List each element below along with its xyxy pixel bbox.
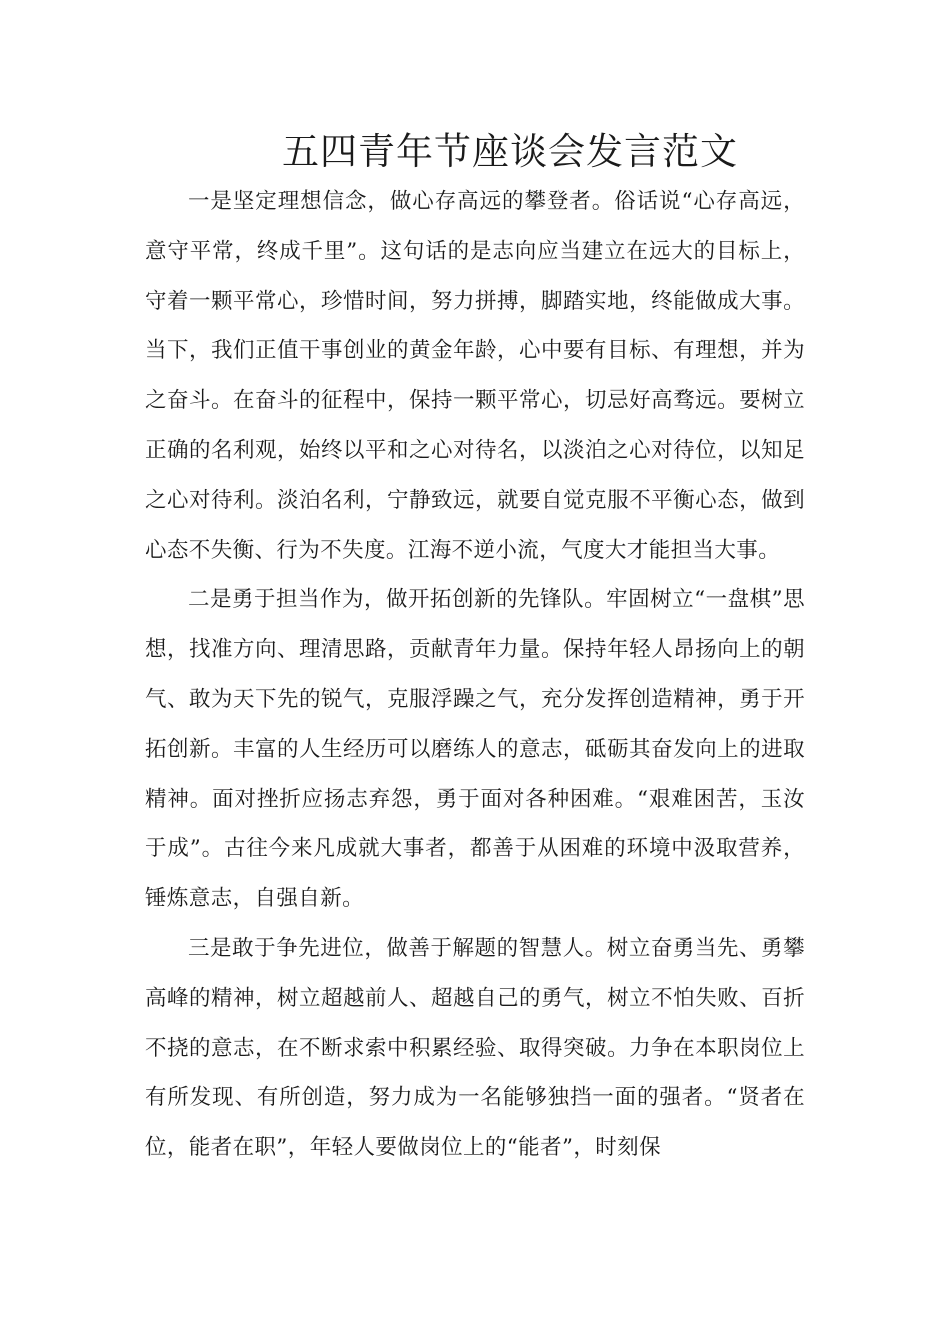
document-body <box>145 177 805 1173</box>
paragraph-1: 一是坚定理想信念，做心存高远的攀登者。俗话说“心存高远，意守平常，终成千里”。这句话的是志向应当建立在远大的目标上，守着一颗平常心，珍惜时间，努力拼搏，脚踏实地，终能做成大事。当下，我们正值干事创业的黄金年龄，心中要有目标、有理想，并为之奋斗。在奋斗的征程中，保持一颗平常心，切忌好高骛远。要树立正确的名利观，始终以平和之心对待名，以淡泊之心对待位，以知足之心对待利。淡泊名利，宁静致远，就要自觉克服不平衡心态，做到心态不失衡、行为不失度。江海不逆小流，气度大才能担当大事。 <box>145 189 805 563</box>
paragraph-2: 二是勇于担当作为，做开拓创新的先锋队。牢固树立“一盘棋”思想，找准方向、理清思路，贡献青年力量。保持年轻人昂扬向上的朝气、敢为天下先的锐气，克服浮躁之气，充分发挥创造精神，勇于开拓创新。丰富的人生经历可以磨练人的意志，砥砺其奋发向上的进取精神。面对挫折应扬志弃怨，勇于面对各种困难。“艰难困苦，玉汝于成”。古往今来凡成就大事者，都善于从困难的环境中汲取营养，锤炼意志，自强自新。 <box>145 587 805 912</box>
paragraph-3: 三是敢于争先进位，做善于解题的智慧人。树立奋勇当先、勇攀高峰的精神，树立超越前人、超越自己的勇气，树立不怕失败、百折不挠的意志，在不断求索中积累经验、取得突破。力争在本职岗位上有所发现、有所创造，努力成为一名能够独挡一面的强者。“贤者在位，能者在职”，年轻人要做岗位上的“能者”，时刻保 <box>145 935 805 1161</box>
document-title: 五四青年节座谈会发言范文 <box>282 130 738 173</box>
